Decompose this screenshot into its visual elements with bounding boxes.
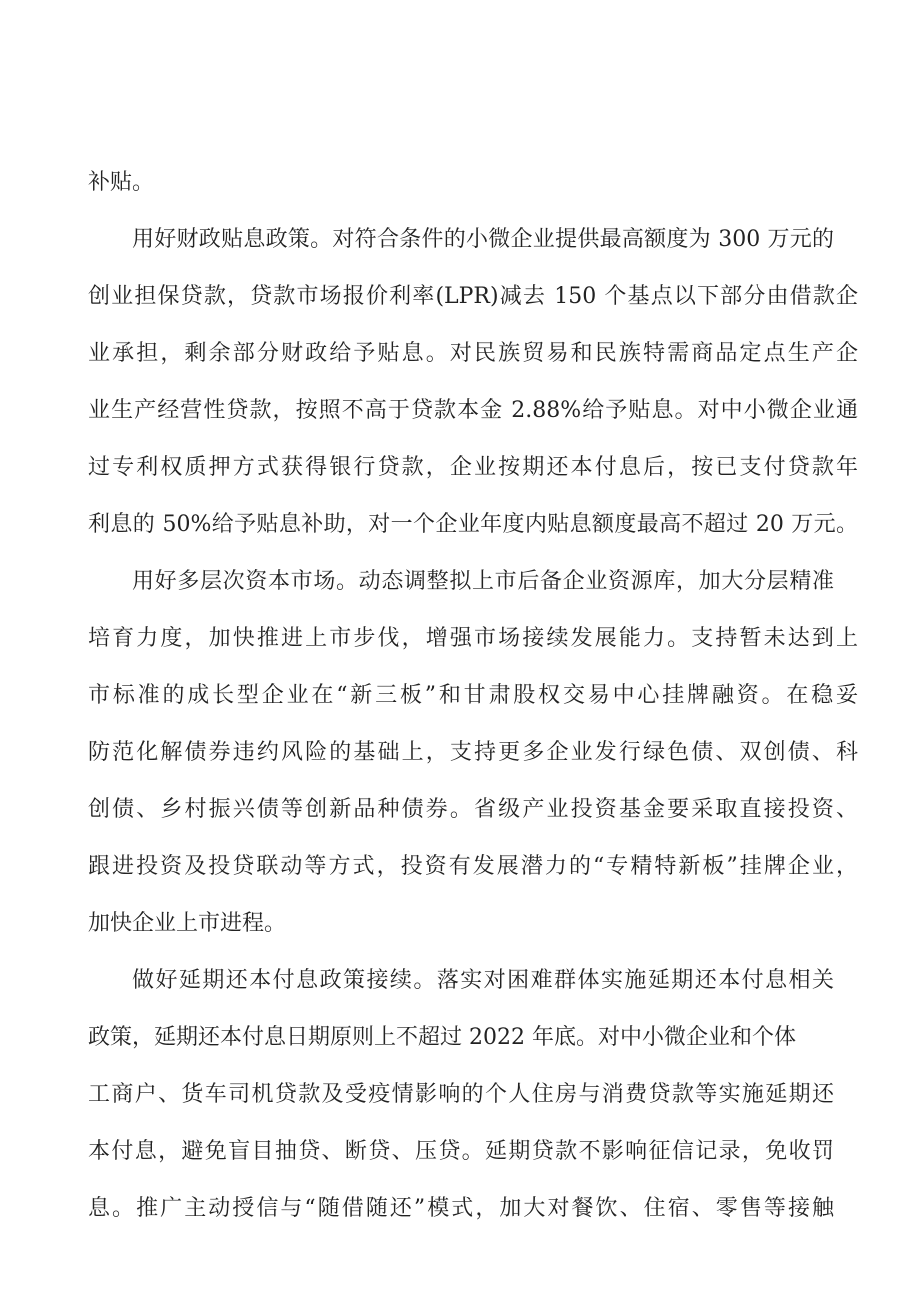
text-line: 加快企业上市进程。: [88, 911, 287, 936]
text-line: 培育力度，加快推进上市步伐，增强市场接续发展能力。支持暂未达到上: [88, 626, 858, 651]
text-line: 防范化解债券违约风险的基础上，支持更多企业发行绿色债、双创债、科: [88, 740, 858, 765]
paragraph-first-line: 用好财政贴息政策。对符合条件的小微企业提供最高额度为 300 万元的: [132, 227, 834, 252]
paragraph-first-line: 用好多层次资本市场。动态调整拟上市后备企业资源库，加大分层精准: [132, 569, 834, 594]
text-line: 业生产经营性贷款，按照不高于贷款本金 2.88%给予贴息。对中小微企业通: [88, 398, 858, 423]
text-line: 业承担，剩余部分财政给予贴息。对民族贸易和民族特需商品定点生产企: [88, 341, 858, 366]
text-line: 本付息，避免盲目抽贷、断贷、压贷。延期贷款不影响征信记录，免收罚: [88, 1139, 834, 1164]
text-line: 政策，延期还本付息日期原则上不超过 2022 年底。对中小微企业和个体: [88, 1025, 796, 1050]
text-line: 利息的 50%给予贴息补助，对一个企业年度内贴息额度最高不超过 20 万元。: [88, 512, 858, 537]
text-line: 创债、乡村振兴债等创新品种债券。省级产业投资基金要采取直接投资、: [88, 797, 858, 822]
text-line: 息。推广主动授信与“随借随还”模式，加大对餐饮、住宿、零售等接触: [88, 1196, 834, 1221]
text-line: 市标准的成长型企业在“新三板”和甘肃股权交易中心挂牌融资。在稳妥: [88, 683, 858, 708]
text-line: 跟进投资及投贷联动等方式，投资有发展潜力的“专精特新板”挂牌企业，: [88, 854, 858, 879]
text-line: 工商户、货车司机贷款及受疫情影响的个人住房与消费贷款等实施延期还: [88, 1082, 834, 1107]
text-line: 补贴。: [88, 170, 155, 195]
text-line: 创业担保贷款，贷款市场报价利率(LPR)减去 150 个基点以下部分由借款企: [88, 284, 858, 309]
text-line: 过专利权质押方式获得银行贷款，企业按期还本付息后，按已支付贷款年: [88, 455, 858, 480]
paragraph-first-line: 做好延期还本付息政策接续。落实对困难群体实施延期还本付息相关: [132, 968, 834, 993]
